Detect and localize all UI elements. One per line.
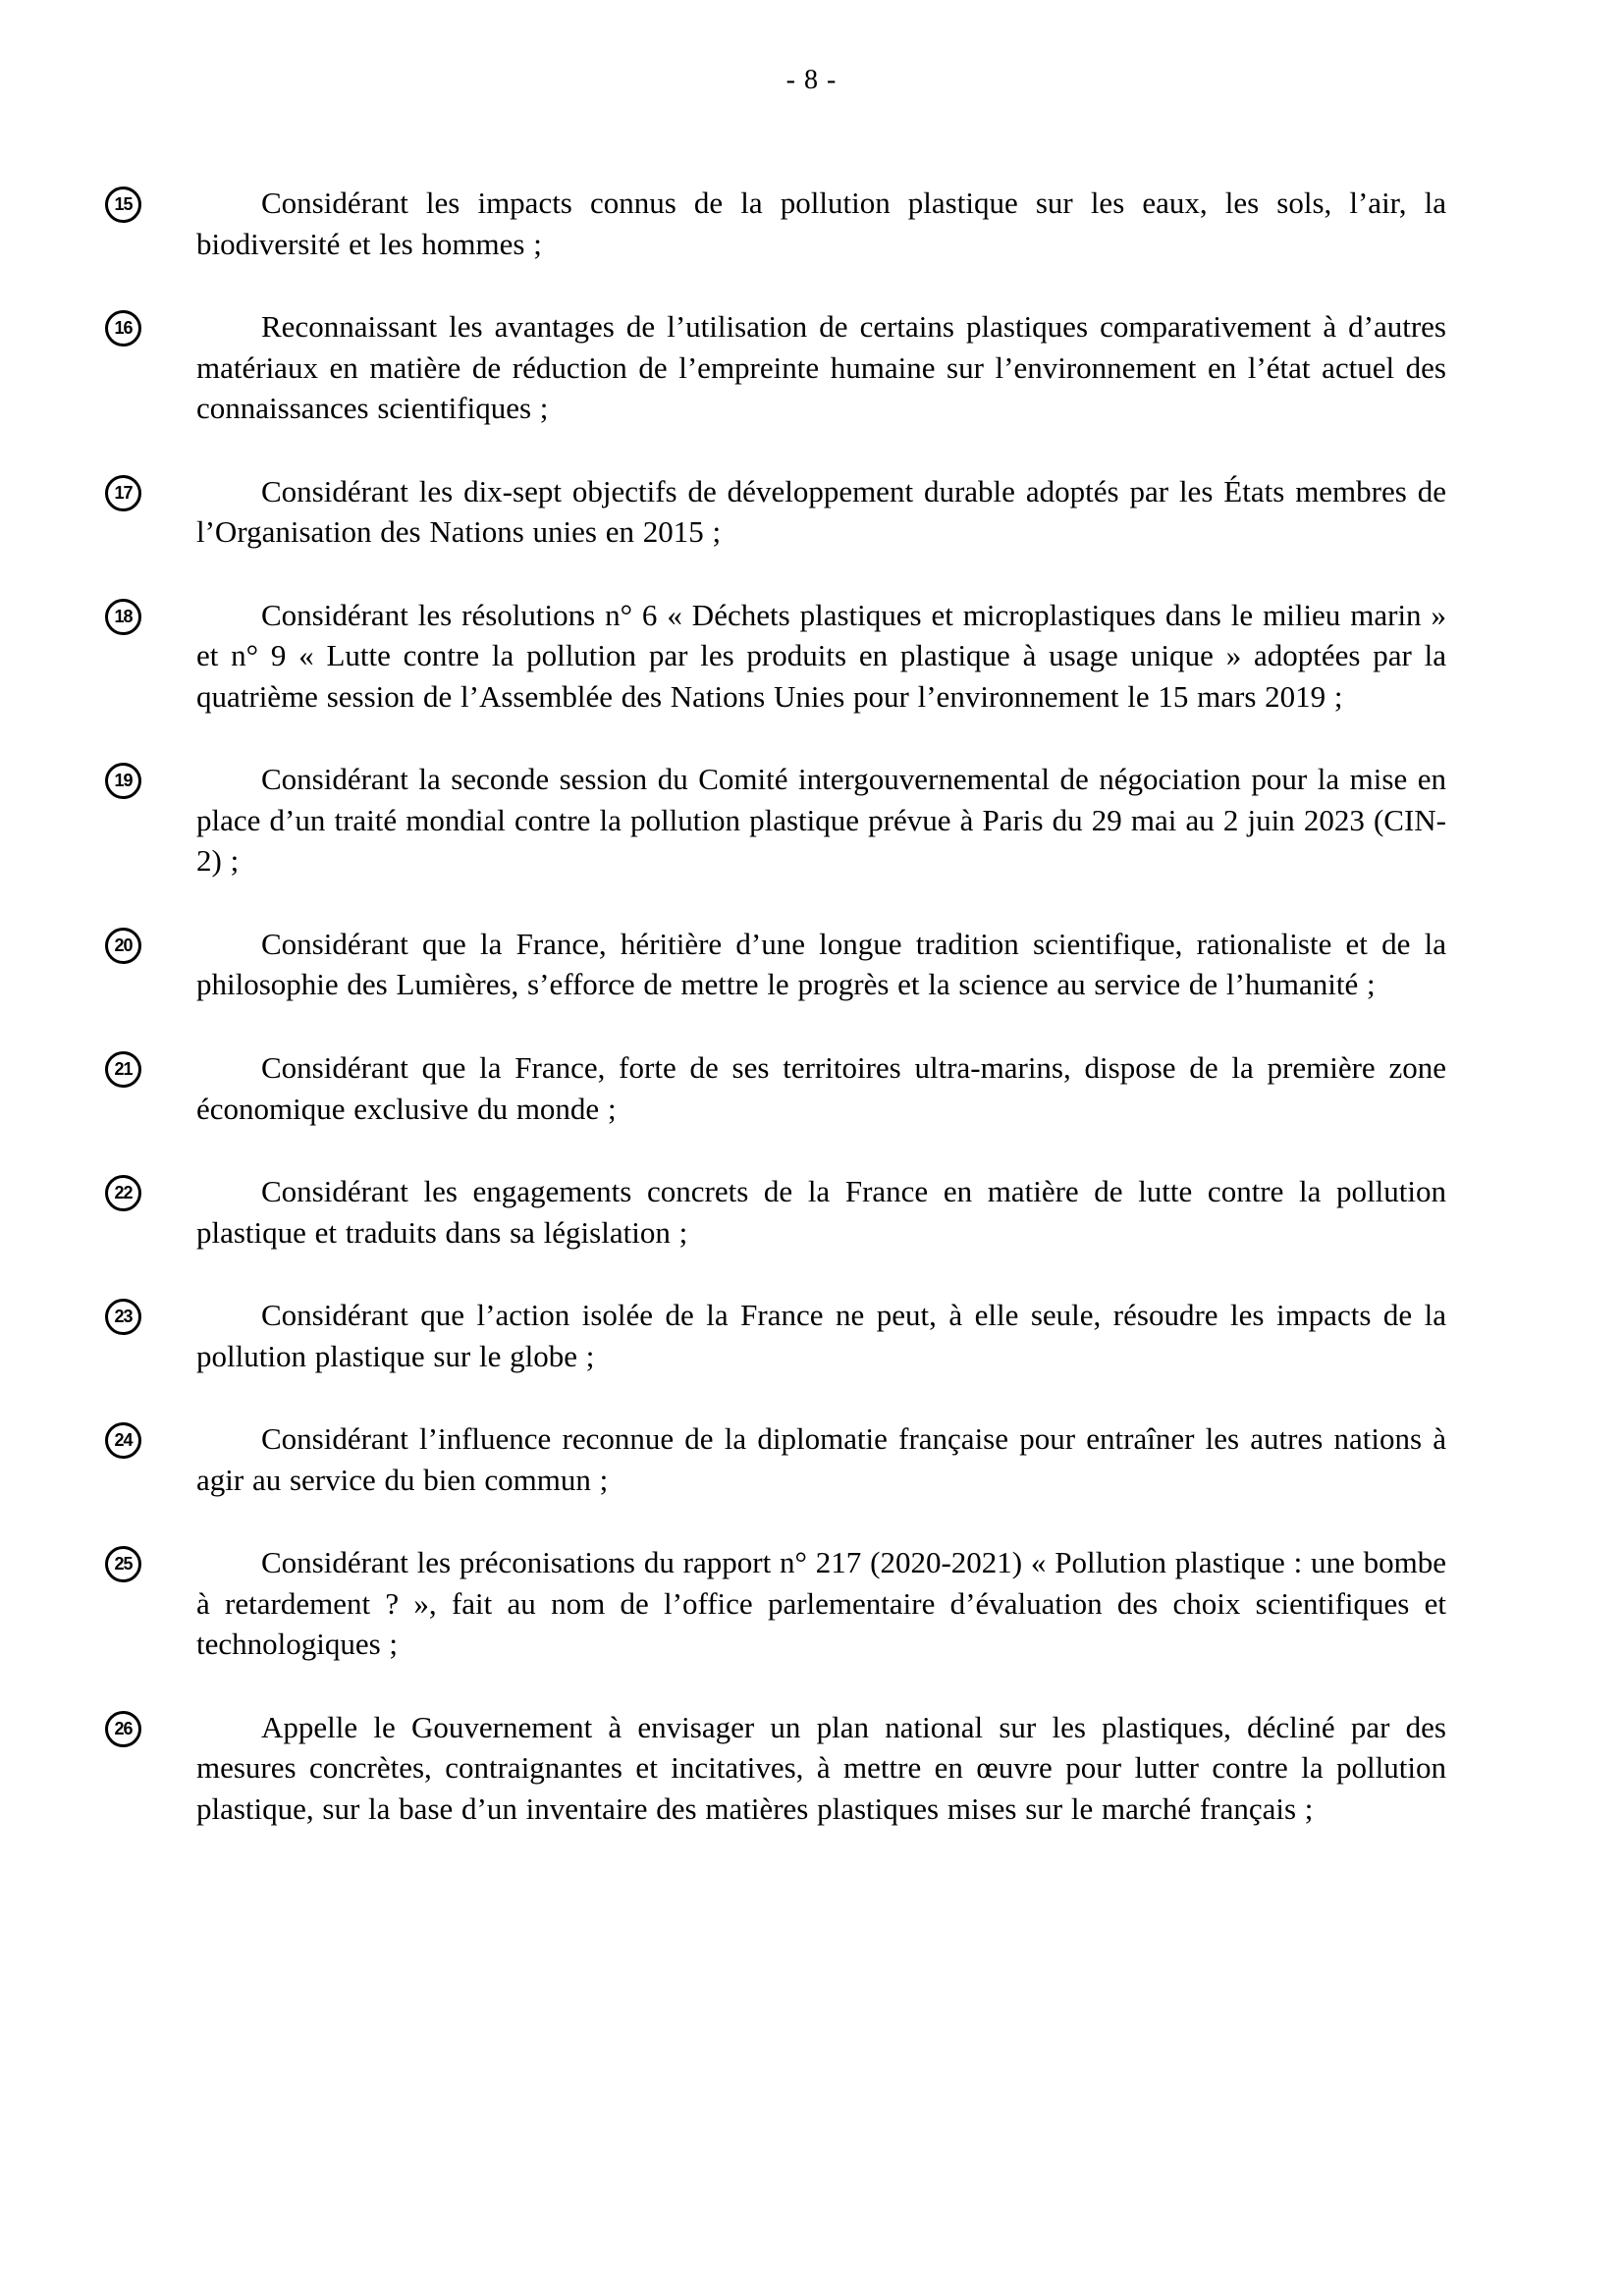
paragraph-text: Considérant les préconisations du rapport n° 217 (2020-2021) « Pollution plastique : une bombe à retardement ? », fait au nom de l’office parlementaire d’évaluation des choix scientifiques et technologiques ;	[196, 1545, 1446, 1662]
paragraph-text: Considérant les engagements concrets de la France en matière de lutte contre la pollution plastique et traduits dans sa législation ;	[196, 1174, 1446, 1250]
paragraph	[114, 306, 1446, 429]
paragraph	[114, 1707, 1446, 1830]
paragraph-text: Reconnaissant les avantages de l’utilisation de certains plastiques comparativement à d’autres matériaux en matière de réduction de l’empreinte humaine sur l’environnement en l’état actuel des connaissances scientifiques ;	[196, 309, 1446, 426]
paragraph-number: 20	[105, 928, 141, 964]
paragraph-number: 22	[105, 1175, 141, 1211]
paragraph-number: 18	[105, 599, 141, 635]
paragraph	[114, 471, 1446, 553]
paragraph-text: Appelle le Gouvernement à envisager un plan national sur les plastiques, décliné par des mesures concrètes, contraignantes et incitatives, à mettre en œuvre pour lutter contre la pollution plastique, sur la base d’un inventaire des matières plastiques mises sur le marché français ;	[196, 1709, 1446, 1826]
paragraph-text: Considérant que la France, héritière d’une longue tradition scientifique, rationaliste et de la philosophie des Lumières, s’efforce de mettre le progrès et la science au service de l’humanité ;	[196, 926, 1446, 1002]
paragraph	[114, 1418, 1446, 1500]
paragraph	[114, 1047, 1446, 1129]
page-number: - 8 -	[785, 65, 838, 95]
paragraph-text: Considérant l’influence reconnue de la diplomatie française pour entraîner les autres nations à agir au service du bien commun ;	[196, 1421, 1446, 1497]
paragraph-number: 26	[105, 1711, 141, 1747]
paragraph-number: 19	[105, 763, 141, 799]
paragraph-number: 17	[105, 475, 141, 511]
paragraph-number: 15	[105, 187, 141, 223]
paragraph	[114, 1542, 1446, 1665]
paragraph-list	[114, 183, 1446, 1871]
paragraph-number: 21	[105, 1051, 141, 1088]
paragraph	[114, 183, 1446, 264]
paragraph-number: 16	[105, 310, 141, 347]
paragraph-number: 24	[105, 1422, 141, 1459]
paragraph-number: 25	[105, 1546, 141, 1582]
paragraph-number: 23	[105, 1299, 141, 1335]
paragraph-text: Considérant que la France, forte de ses territoires ultra-marins, dispose de la première zone économique exclusive du monde ;	[196, 1049, 1446, 1126]
paragraph	[114, 595, 1446, 718]
paragraph	[114, 924, 1446, 1005]
paragraph	[114, 1295, 1446, 1376]
paragraph-text: Considérant les impacts connus de la pollution plastique sur les eaux, les sols, l’air, la biodiversité et les hommes ;	[196, 186, 1446, 261]
paragraph-text: Considérant les dix-sept objectifs de développement durable adoptés par les États membres de l’Organisation des Nations unies en 2015 ;	[196, 473, 1446, 550]
paragraph-text: Considérant la seconde session du Comité intergouvernemental de négociation pour la mise en place d’un traité mondial contre la pollution plastique prévue à Paris du 29 mai au 2 juin 2023 (CIN-2) ;	[196, 762, 1446, 879]
paragraph	[114, 759, 1446, 881]
paragraph-text: Considérant que l’action isolée de la France ne peut, à elle seule, résoudre les impacts de la pollution plastique sur le globe ;	[196, 1298, 1446, 1373]
paragraph-text: Considérant les résolutions n° 6 « Déchets plastiques et microplastiques dans le milieu marin » et n° 9 « Lutte contre la pollution par les produits en plastique à usage unique » adoptées par la quatrième session de l’Assemblée des Nations Unies pour l’environnement le 15 mars 2019 ;	[196, 597, 1446, 714]
paragraph	[114, 1171, 1446, 1253]
